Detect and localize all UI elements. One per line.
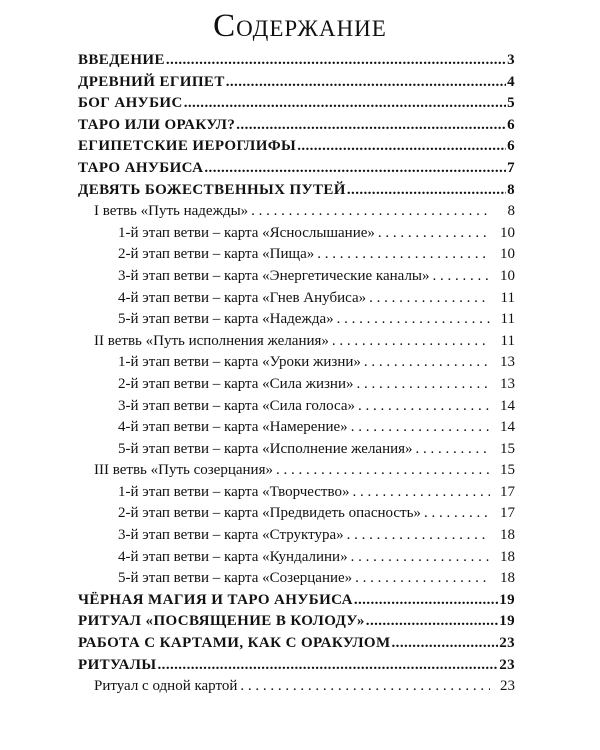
dot-leader [358,398,490,415]
dot-leader [347,182,506,199]
dot-leader [416,441,490,458]
toc-entry-label: РИТУАЛЫ [78,656,157,673]
toc-entry[interactable] [78,376,515,398]
dot-leader [424,505,490,522]
toc-entry-label: 2-й этап ветви – карта «Предвидеть опасность» [118,505,421,522]
toc-entry-page: 6 [507,116,515,133]
toc-entry-page: 8 [507,203,515,220]
toc-entry-label: ВВЕДЕНИЕ [78,52,165,68]
toc-entry[interactable] [78,592,515,614]
dot-leader [276,462,490,479]
toc-entry[interactable] [78,246,515,268]
toc-entry-label: III ветвь «Путь созерцания» [94,462,273,479]
toc-entry-label: 5-й этап ветви – карта «Надежда» [118,311,334,328]
toc-entry[interactable] [78,74,515,96]
toc-entry-label: 3-й этап ветви – карта «Энергетические каналы» [118,267,430,284]
toc-entry[interactable] [78,462,515,484]
toc-entry-label: РАБОТА С КАРТАМИ, КАК С ОРАКУЛОМ [78,635,391,652]
toc-entry[interactable] [78,657,515,679]
dot-leader [184,95,506,112]
toc-entry[interactable] [78,138,515,160]
toc-entry-page: 14 [500,419,515,436]
toc-entry-page: 18 [500,527,515,544]
dot-leader [240,678,490,695]
toc-entry[interactable] [78,354,515,376]
toc-entry-label: 3-й этап ветви – карта «Сила голоса» [118,397,356,414]
dot-leader [355,570,490,587]
dot-leader [433,268,490,285]
toc-entry-page: 8 [507,181,515,198]
toc-entry-label: ТАРО АНУБИСА [78,159,204,176]
toc-entry[interactable] [78,290,515,312]
toc-entry[interactable] [78,311,515,333]
toc-entry[interactable] [78,505,515,527]
dot-leader [337,311,490,328]
toc-entry[interactable] [78,225,515,247]
toc-entry-label: 4-й этап ветви – карта «Намерение» [118,419,348,436]
toc-entry[interactable] [78,441,515,463]
toc-entry-label: 4-й этап ветви – карта «Кундалини» [118,548,348,565]
toc-entry-page: 23 [499,656,515,673]
dot-leader [366,613,498,630]
toc-entry[interactable] [78,678,515,700]
dot-leader [392,635,499,652]
toc-entry-page: 17 [500,483,515,500]
dot-leader [369,290,490,307]
toc-entry-page: 14 [500,397,515,414]
toc-entry[interactable] [78,570,515,592]
toc-entry-page: 15 [500,440,515,457]
page-title: Содержание [213,8,387,44]
dot-leader [236,117,506,134]
toc-entry-label: I ветвь «Путь надежды» [94,203,249,220]
toc-entry[interactable] [78,398,515,420]
toc-entry-label: 3-й этап ветви – карта «Структура» [118,527,344,544]
dot-leader [356,376,490,393]
toc-entry-label: II ветвь «Путь исполнения желания» [94,332,329,349]
toc-entry[interactable] [78,160,515,182]
dot-leader [297,138,506,155]
toc-entry-page: 10 [500,224,515,241]
dot-leader [226,74,506,91]
toc-entry-label: 1-й этап ветви – карта «Яснослышание» [118,224,375,241]
toc-entry-label: 2-й этап ветви – карта «Сила жизни» [118,375,354,392]
toc-entry-label: ТАРО ИЛИ ОРАКУЛ? [78,116,236,133]
dot-leader [378,225,490,242]
dot-leader [251,203,490,220]
toc-entry-page: 13 [500,354,515,371]
dot-leader [347,527,490,544]
toc-entry[interactable] [78,182,515,204]
toc-entry[interactable] [78,635,515,657]
toc-entry-page: 15 [500,462,515,479]
toc-entry-label: БОГ АНУБИС [78,95,183,112]
toc-entry-page: 6 [507,138,515,155]
toc-entry-label: 2-й этап ветви – карта «Пища» [118,246,315,263]
dot-leader [351,419,490,436]
toc-entry-label: ЕГИПЕТСКИЕ ИЕРОГЛИФЫ [78,138,297,155]
toc-entry-page: 23 [499,635,515,652]
toc-entry-label: РИТУАЛ «ПОСВЯЩЕНИЕ В КОЛОДУ» [78,613,365,630]
toc-entry[interactable] [78,203,515,225]
toc-entry-page: 11 [500,289,515,306]
toc-entry-label: 1-й этап ветви – карта «Уроки жизни» [118,354,361,371]
toc-entry-page: 3 [507,52,515,68]
dot-leader [204,160,506,177]
toc-entry-page: 19 [499,591,515,608]
table-of-contents [78,52,515,700]
dot-leader [354,592,498,609]
toc-entry-page: 7 [507,159,515,176]
toc-entry-page: 18 [500,548,515,565]
toc-entry-page: 10 [500,246,515,263]
dot-leader [166,52,506,69]
toc-entry-page: 10 [500,267,515,284]
toc-entry-label: 1-й этап ветви – карта «Творчество» [118,483,350,500]
toc-entry-page: 4 [507,73,515,90]
toc-entry-label: Ритуал с одной картой [94,678,238,695]
toc-entry-page: 11 [500,332,515,349]
toc-entry-label: ДРЕВНИЙ ЕГИПЕТ [78,73,225,90]
toc-entry-label: 5-й этап ветви – карта «Исполнение желания» [118,440,413,457]
toc-entry-page: 17 [500,505,515,522]
toc-entry[interactable] [78,52,515,74]
toc-entry[interactable] [78,117,515,139]
toc-entry[interactable] [78,527,515,549]
toc-entry-label: 4-й этап ветви – карта «Гнев Анубиса» [118,289,367,306]
dot-leader [332,333,490,350]
toc-entry[interactable] [78,95,515,117]
dot-leader [317,246,490,263]
toc-entry[interactable] [78,484,515,506]
dot-leader [351,549,490,566]
toc-entry[interactable] [78,613,515,635]
toc-entry-page: 11 [500,311,515,328]
toc-entry-page: 18 [500,570,515,587]
dot-leader [158,657,499,674]
toc-entry-label: ДЕВЯТЬ БОЖЕСТВЕННЫХ ПУТЕЙ [78,181,346,198]
dot-leader [352,484,490,501]
toc-entry-page: 13 [500,375,515,392]
toc-entry[interactable] [78,549,515,571]
toc-entry[interactable] [78,419,515,441]
toc-entry[interactable] [78,268,515,290]
toc-entry-label: 5-й этап ветви – карта «Созерцание» [118,570,353,587]
toc-entry-page: 19 [499,613,515,630]
toc-entry-label: ЧЁРНАЯ МАГИЯ И ТАРО АНУБИСА [78,591,353,608]
toc-entry-page: 5 [507,95,515,112]
toc-entry-page: 23 [500,678,515,695]
toc-entry[interactable] [78,333,515,355]
dot-leader [364,354,490,371]
